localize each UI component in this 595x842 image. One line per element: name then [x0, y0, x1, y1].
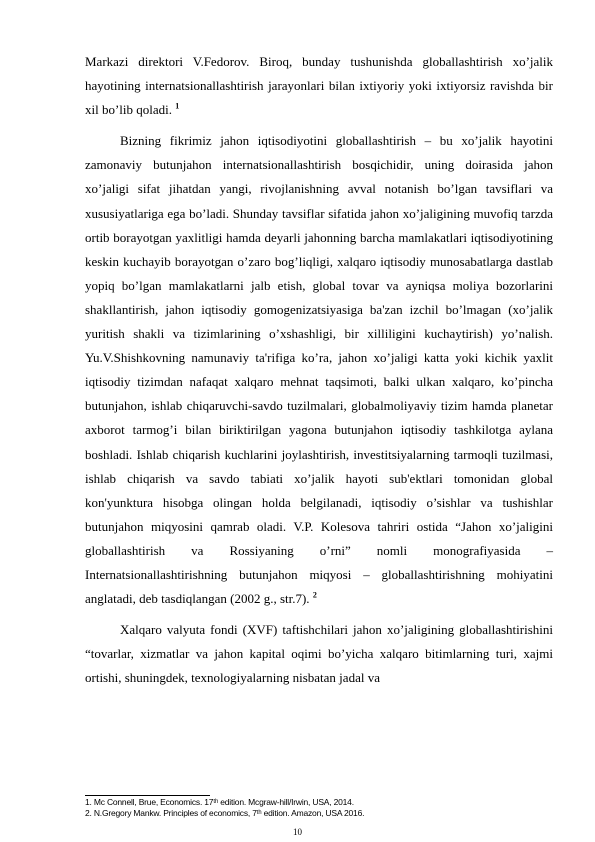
- footnote-2: 2. N.Gregory Mankw. Principles of economics, 7ᵗʰ edition. Amazon, USA 2016.: [85, 808, 365, 818]
- footnote-ref-1[interactable]: 1: [175, 101, 180, 111]
- footnote-ref-2[interactable]: 2: [312, 590, 317, 600]
- paragraph-2: [85, 129, 553, 611]
- paragraph-3-text: Xalqaro valyuta fondi (XVF) taftishchilari jahon xo’jaligining globallashtirishini “tovarlar, xizmatlar va jahon kapital oqimi bo’yicha xalqaro bitimlarning turi, xajmi ortishi, shuningdek, texnologiyalarning nisbatan jadal va: [85, 622, 553, 686]
- paragraph-3: [85, 618, 553, 690]
- paragraph-1: [85, 50, 553, 122]
- paragraph-1-text: Markazi direktori V.Fedorov. Biroq, bunday tushunishda globallashtirish xo’jalik hayotining internatsionallashtirish jarayonlari bilan ixtiyoriy yoki ixtiyorsiz ravishda bir xil bo’lib qoladi.: [85, 54, 553, 118]
- body-text: [85, 50, 553, 690]
- footnote-1: 1. Mc Connell, Brue, Economics. 17ᵗʰ edition. Mcgraw-hill/Irwin, USA, 2014.: [85, 797, 354, 807]
- footnotes: [85, 797, 553, 819]
- footnote-divider: [85, 795, 210, 796]
- paragraph-2-text: Bizning fikrimiz jahon iqtisodiyotini globallashtirish – bu xo’jalik hayotini zamonaviy butunjahon internatsionallashtirish bosqichidir, uning doirasida jahon xo’jaligi sifat jihatdan yangi, rivojlanishning avval notanish bo’lgan tavsiflari va xususiyatlariga ega bo’ladi. Shunday tavsiflar sifatida jahon xo’jaligining muvofiq tarzda ortib borayotgan yaxlitligi hamda deyarli jahonning barcha mamlakatlari iqtisodiyotining keskin kuchayib borayotgan o’zaro bog’liqligi, xalqaro iqtisodiy munosabatlarga dastlab yopiq bo’lgan mamlakatlarni jalb etish, global tovar va ayniqsa moliya bozorlarini shakllantirish, jahon iqtisodiy gomogenizatsiyasiga ba'zan izchil bo’lmagan (xo’jalik yuritish shakli va tizimlarining o’xshashligi, bir xilliligini kuchaytirish) yo’nalish. Yu.V.Shishkovning namunaviy ta'rifiga ko’ra, jahon xo’jaligi katta yoki kichik yaxlit iqtisodiy tizimdan nafaqat xalqaro mehnat taqsimoti, balki ulkan xalqaro, ko’pincha butunjahon, ishlab chiqaruvchi-savdo tuzilmalari, globalmoliyaviy tizim hamda planetar axborot tarmog’i bilan biriktirilgan yagona butunjahon iqtisodiy tashkilotga aylana boshladi. Ishlab chiqarish kuchlarini joylashtirish, investitsiyalarning tarmoqli tuzilmasi, ishlab chiqarish va savdo tabiati xo’jalik hayoti sub'ektlari tomonidan global kon'yunktura hisobga olingan holda belgilanadi, iqtisodiy o’sishlar va tushishlar butunjahon miqyosini qamrab oladi. V.P. Kolesova tahriri ostida “Jahon xo’jaligini globallashtirish va Rossiyaning o’rni” nomli monografiyasida – Internatsionallashtirishning butunjahon miqyosi – globallashtirishning mohiyatini anglatadi, deb tasdiqlangan (2002 g., str.7).: [85, 133, 553, 607]
- page-number: 10: [293, 827, 302, 837]
